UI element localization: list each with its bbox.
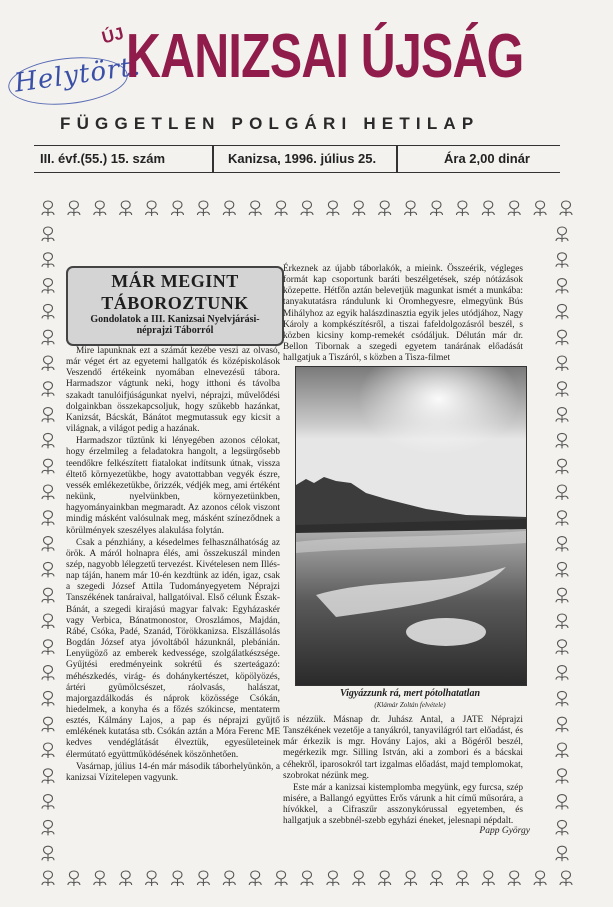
flower-ornament-icon xyxy=(301,871,313,886)
ornament-left-column xyxy=(42,227,54,861)
flower-ornament-icon xyxy=(94,201,106,216)
flower-ornament-icon xyxy=(42,769,54,784)
flower-ornament-icon xyxy=(42,227,54,242)
flower-ornament-icon xyxy=(42,588,54,603)
flower-ornament-icon xyxy=(42,279,54,294)
flower-ornament-icon xyxy=(556,253,568,268)
flower-ornament-icon xyxy=(301,201,313,216)
masthead-uj-label: ÚJ xyxy=(99,23,126,48)
flower-ornament-icon xyxy=(556,304,568,319)
article-headline-box xyxy=(66,266,284,346)
article-subheadline: Gondolatok a III. Kanizsai Nyelvjárási-néprajzi Táborról xyxy=(90,314,260,336)
flower-ornament-icon xyxy=(405,871,417,886)
flower-ornament-icon xyxy=(42,253,54,268)
flower-ornament-icon xyxy=(327,871,339,886)
masthead-title: KANIZSAI ÚJSÁG xyxy=(126,22,524,91)
flower-ornament-icon xyxy=(482,871,494,886)
flower-ornament-icon xyxy=(68,871,80,886)
flower-ornament-icon xyxy=(379,871,391,886)
flower-ornament-icon xyxy=(556,743,568,758)
flower-ornament-icon xyxy=(534,871,546,886)
flower-ornament-icon xyxy=(42,666,54,681)
flower-ornament-icon xyxy=(172,201,184,216)
flower-ornament-icon xyxy=(353,871,365,886)
paragraph: Érkeznek az újabb táborlakók, a mieink. Összeérik, végleges formát kap csoportunk baráti beszélgetések, szép nótázások közepette. Hétfőn aztán belevetjük magunkat ismét a munkába: tanyakutatásra rándulunk ki Oromhegyesre, elmegyünk Bús Mihályhoz az egyik halászdinasztia egyik jeles utódjához, Nagy Károly a kompkészítésről, a tiszai fafeldolgozásról beszél, s közben kicsiny komp-remekét csódáljuk. Délután már dr. Bellon Tibornak a szegedi egyetem tanárának előadását hallgatjuk a Tiszáról, s közben a Tisza-filmet xyxy=(283,264,523,364)
flower-ornament-icon xyxy=(556,330,568,345)
flower-ornament-icon xyxy=(556,691,568,706)
flower-ornament-icon xyxy=(556,820,568,835)
flower-ornament-icon xyxy=(379,201,391,216)
ornament-right-column xyxy=(556,227,568,861)
flower-ornament-icon xyxy=(431,871,443,886)
flower-ornament-icon xyxy=(456,201,468,216)
flower-ornament-icon xyxy=(431,201,443,216)
flower-ornament-icon xyxy=(534,201,546,216)
flower-ornament-icon xyxy=(42,382,54,397)
flower-ornament-icon xyxy=(556,769,568,784)
flower-ornament-icon xyxy=(120,201,132,216)
flower-ornament-icon xyxy=(508,201,520,216)
flower-ornament-icon xyxy=(197,201,209,216)
flower-ornament-icon xyxy=(223,201,235,216)
flower-ornament-icon xyxy=(327,201,339,216)
flower-ornament-icon xyxy=(42,485,54,500)
flower-ornament-icon xyxy=(42,846,54,861)
flower-ornament-icon xyxy=(42,304,54,319)
flower-ornament-icon xyxy=(556,537,568,552)
paragraph: Csak a pénzhiány, a késedelmes felhasználhatóság az örök. A máról holnapra élés, ami összekuszál minden szép, nagyobb lélegzetű tervezést. Kivételesen nem Illés-nap táján, hanem már 10-én kezdtünk az idén, igaz, csak a szegedi József Attila Tudományegyetem Néprajzi Tanszékének tanáraival, hallgatóival. Első célunk Észak-Bánát, a szegedi kirajású magyar falvak: Egyházaskér vagy Verbica, Bánatmonostor, Oroszlámos, Majdán, Rábé, Csóka, Padé, Szanád, Törökkanizsa. Elszállásolás Bogdán József atya jóvoltából házunknál, plebánián. Lenyügöző az emberek kedvessége, szolgálatkészsége. Gyűjtési eredményeink sokrétű és szerteágazó: méhészkedés, virág- és dohánykertészet, köpölyözés, ártéri gyümölcsészet, ráolvasás, halászat, majorgazdálkodás és náprok közössége Csókán, hiedelmek, a konyha és a főzés szókincse, mentaterm esztés, Kálmány Lajos, a pap és néprajzi gyűjtő emlékének kutatása stb. Csókán aztán a Móra Ferenc ME kedves vendéglátását élveztük, egyesületeinek élermútató együttműködésének köszönhetően. xyxy=(66,537,280,760)
article-column-2-bottom xyxy=(283,715,523,829)
flower-ornament-icon xyxy=(556,795,568,810)
flower-ornament-icon xyxy=(42,537,54,552)
flower-ornament-icon xyxy=(42,717,54,732)
flower-ornament-icon xyxy=(556,279,568,294)
flower-ornament-icon xyxy=(556,640,568,655)
flower-ornament-icon xyxy=(556,511,568,526)
flower-ornament-icon xyxy=(560,201,572,216)
article-column-1 xyxy=(66,346,280,785)
flower-ornament-icon xyxy=(42,640,54,655)
flower-ornament-icon xyxy=(197,871,209,886)
flower-ornament-icon xyxy=(42,330,54,345)
flower-ornament-icon xyxy=(42,356,54,371)
flower-ornament-icon xyxy=(456,871,468,886)
flower-ornament-icon xyxy=(508,871,520,886)
article-headline: MÁR MEGINT TÁBOROZTUNK xyxy=(101,271,249,313)
flower-ornament-icon xyxy=(42,795,54,810)
flower-ornament-icon xyxy=(223,871,235,886)
flower-ornament-icon xyxy=(42,459,54,474)
flower-ornament-icon xyxy=(556,666,568,681)
flower-ornament-icon xyxy=(146,201,158,216)
flower-ornament-icon xyxy=(353,201,365,216)
flower-ornament-icon xyxy=(42,820,54,835)
ornament-top-row xyxy=(42,201,572,216)
flower-ornament-icon xyxy=(94,871,106,886)
flower-ornament-icon xyxy=(556,846,568,861)
flower-ornament-icon xyxy=(120,871,132,886)
flower-ornament-icon xyxy=(275,871,287,886)
flower-ornament-icon xyxy=(42,614,54,629)
ornament-bottom-row xyxy=(42,871,572,886)
masthead-subtitle: FÜGGETLEN POLGÁRI HETILAP xyxy=(60,114,480,133)
flower-ornament-icon xyxy=(556,717,568,732)
flower-ornament-icon xyxy=(556,356,568,371)
article-column-2-top xyxy=(283,264,523,365)
paragraph: Mire lapunknak ezt a számát kezébe veszi az olvasó, már véget ért az egyetemi hallgatók és középiskolások Veszendő értékeink nyomában elnevezésű tábora. Harmadszor vágtunk neki, hogy itthoni és távolba szakadt tanulóifjúságunkat nyelvi, néprajzi, művelődési dolgainkban összekapcsoljuk, hogy szükebb hazánkat, Kanizsát, Bácskát, Bánátot megmutassuk egy kicsit a világnak, a világot pedig a hazának. xyxy=(66,346,280,435)
flower-ornament-icon xyxy=(556,562,568,577)
photo-credit: (Klámár Zoltán felvétele) xyxy=(374,701,446,709)
flower-ornament-icon xyxy=(556,382,568,397)
flower-ornament-icon xyxy=(249,871,261,886)
flower-ornament-icon xyxy=(405,201,417,216)
library-stamp-text: Helytört. xyxy=(12,51,143,99)
flower-ornament-icon xyxy=(556,408,568,423)
flower-ornament-icon xyxy=(556,588,568,603)
flower-ornament-icon xyxy=(42,433,54,448)
flower-ornament-icon xyxy=(42,408,54,423)
flower-ornament-icon xyxy=(42,871,54,886)
river-photo xyxy=(295,366,527,686)
flower-ornament-icon xyxy=(556,227,568,242)
issue-price: Ára 2,00 dinár xyxy=(444,151,530,166)
flower-ornament-icon xyxy=(556,459,568,474)
issue-number: III. évf.(55.) 15. szám xyxy=(40,151,166,166)
flower-ornament-icon xyxy=(275,201,287,216)
flower-ornament-icon xyxy=(482,201,494,216)
flower-ornament-icon xyxy=(556,614,568,629)
flower-ornament-icon xyxy=(42,743,54,758)
paragraph: Este már a kanizsai kistemplomba megyünk, egy furcsa, szép misére, a Ballangó együttes Erős várunk a hit című műsorára, a hívókkel, a Cifraszűr asszonykórussal egyetemben, és hallgatjuk a szebbnél-szebb egyházi éneket, jelesnapi népdalt. xyxy=(283,782,523,827)
flower-ornament-icon xyxy=(556,485,568,500)
photo-caption: Vigyázzunk rá, mert pótolhatatlan xyxy=(339,688,481,699)
flower-ornament-icon xyxy=(249,201,261,216)
paragraph: is nézzük. Másnap dr. Juhász Antal, a JATE Néprajzi Tanszékének vezetője a tanyákról, tanyavilágról tart előadást, és már érkezik is mgr. Hovány Lajos, aki a Bögéről beszél, megérkezik mgr. Silling István, aki a zombori és a bácskai céhekről, iparosokról tart izgalmas előadást, majd templomokat, szobrokat nézünk meg. xyxy=(283,715,523,781)
flower-ornament-icon xyxy=(560,871,572,886)
flower-ornament-icon xyxy=(42,562,54,577)
flower-ornament-icon xyxy=(172,871,184,886)
flower-ornament-icon xyxy=(556,433,568,448)
flower-ornament-icon xyxy=(42,201,54,216)
flower-ornament-icon xyxy=(42,511,54,526)
paragraph: Harmadszor tűztünk ki lényegében azonos célokat, hogy érzelmileg a feladatokra hangolt, a legsürgősebb teendőkre felkészített fiatalokat indítsunk útnak, vissza éltető környezetükbe, hogy avatottabban vegyék észre, vessék emlékezetükbe, őrizzék, védjék meg, ami értéként nekünk, nyelvünkben, környezetünkben, hagyományainkban megmaradt. Az azonos célok viszont mindig másként valósulnak meg, másként színeződnek a körülmények szeszélyes alakulása folytán. xyxy=(66,436,280,536)
paragraph: Vasárnap, július 14-én már második táborhelyünkön, a kanizsai Vízitelepen vagyunk. xyxy=(66,761,280,783)
flower-ornament-icon xyxy=(68,201,80,216)
article-author: Papp György xyxy=(479,826,530,836)
flower-ornament-icon xyxy=(146,871,158,886)
issue-date: Kanizsa, 1996. július 25. xyxy=(228,151,377,166)
flower-ornament-icon xyxy=(42,691,54,706)
